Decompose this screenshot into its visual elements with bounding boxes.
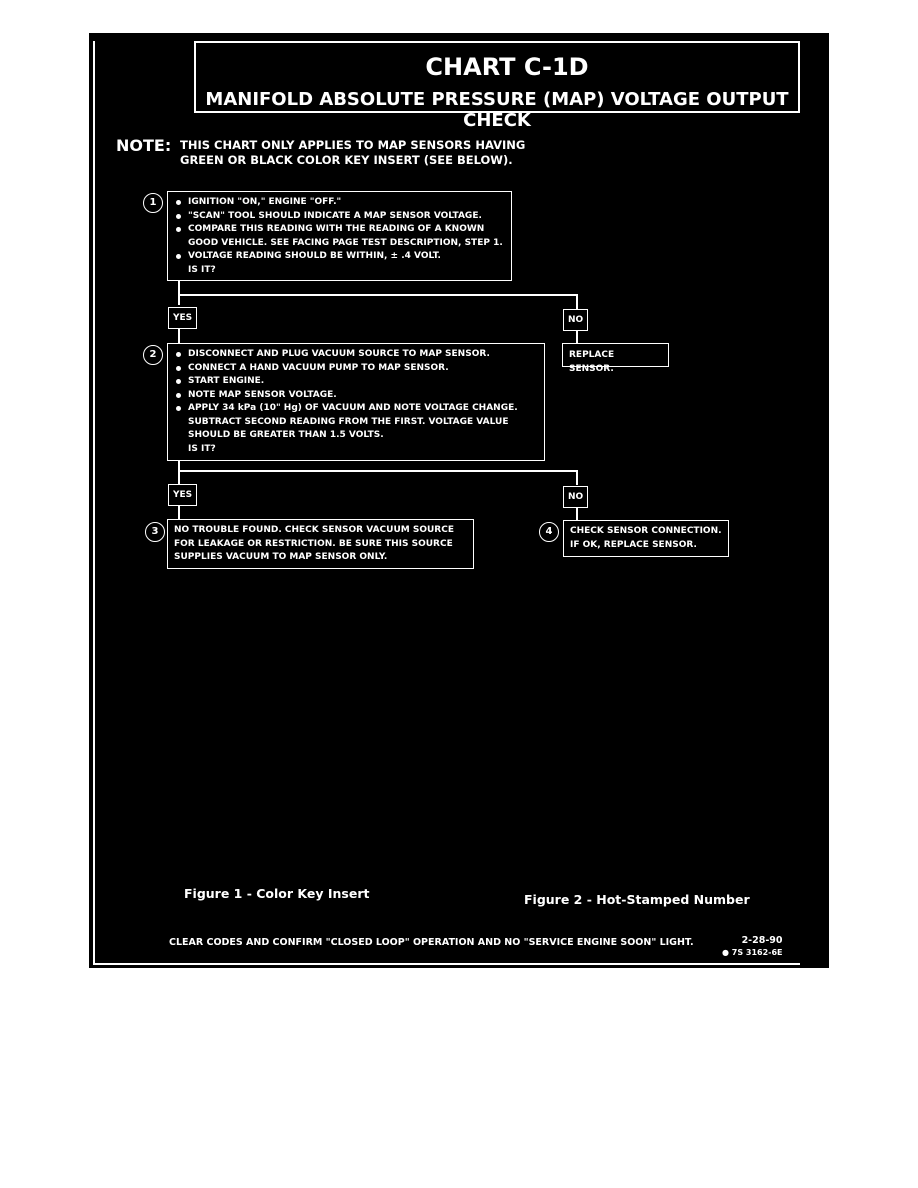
title-box [194,41,800,131]
note-label: NOTE: [116,136,172,155]
connector [178,281,180,305]
connector [178,329,180,343]
step-2-continuation: SHOULD BE GREATER THAN 1.5 VOLTS. [188,430,384,440]
document-code: ● 7S 3162-6E [722,948,783,957]
yes-tag: YES [168,484,197,506]
step-2-bullet: NOTE MAP SENSOR VOLTAGE. [174,389,538,403]
replace-sensor-box: REPLACE SENSOR. [562,343,669,367]
step-1-continuation: GOOD VEHICLE. SEE FACING PAGE TEST DESCRIPTION, STEP 1. [188,237,503,248]
step-2-question: IS IT? [188,443,216,454]
connector [178,461,180,484]
no-tag: NO [563,486,588,508]
step-2-box [167,343,545,461]
step-2-continuation: SUBTRACT SECOND READING FROM THE FIRST. VOLTAGE VALUE [188,416,509,427]
step-1-bullet: IGNITION "ON," ENGINE "OFF." [174,196,505,210]
connector [576,294,578,309]
step-1-bullet: VOLTAGE READING SHOULD BE WITHIN, ± .4 VOLT. [174,250,505,264]
diagnostic-chart [89,33,829,968]
step-2-bullet: CONNECT A HAND VACUUM PUMP TO MAP SENSOR. [174,362,538,376]
footer-instruction: CLEAR CODES AND CONFIRM "CLOSED LOOP" OPERATION AND NO "SERVICE ENGINE SOON" LIGHT. [169,937,694,948]
date-block [722,935,783,959]
connector [576,470,578,485]
step-2-bullet: APPLY 34 kPa (10" Hg) OF VACUUM AND NOTE VOLTAGE CHANGE. [174,402,538,416]
step-1-bullet: COMPARE THIS READING WITH THE READING OF A KNOWN [174,223,505,237]
step-4-box [563,520,729,557]
step-3-line: FOR LEAKAGE OR RESTRICTION. BE SURE THIS SOURCE [174,538,453,549]
connector [576,331,578,343]
connector [178,506,180,519]
step-3-line: SUPPLIES VACUUM TO MAP SENSOR ONLY. [174,552,388,562]
connector [178,470,578,472]
step-number-4: 4 [539,522,559,542]
figure-1-label: Figure 1 - Color Key Insert [184,886,370,901]
figure-2-label: Figure 2 - Hot-Stamped Number [524,892,750,907]
note-text [180,138,525,168]
step-4-line: CHECK SENSOR CONNECTION. [570,526,722,536]
chart-subtitle: MANIFOLD ABSOLUTE PRESSURE (MAP) VOLTAGE OUTPUT CHECK [205,89,789,131]
step-2-bullet: START ENGINE. [174,375,538,389]
chart-border [93,41,800,965]
step-1-question: IS IT? [188,264,216,275]
step-3-box [167,519,474,569]
step-number-2: 2 [143,345,163,365]
connector [576,508,578,520]
connector [178,294,578,296]
no-tag: NO [563,309,588,331]
step-4-line: IF OK, REPLACE SENSOR. [570,539,697,550]
chart-title: CHART C-1D [425,53,589,81]
step-number-3: 3 [145,522,165,542]
note-line: GREEN OR BLACK COLOR KEY INSERT (SEE BELOW). [180,153,513,167]
step-1-bullet: "SCAN" TOOL SHOULD INDICATE A MAP SENSOR VOLTAGE. [174,210,505,224]
note-line: THIS CHART ONLY APPLIES TO MAP SENSORS HAVING [180,138,526,152]
step-3-line: NO TROUBLE FOUND. CHECK SENSOR VACUUM SOURCE [174,525,454,535]
revision-date: 2-28-90 [741,935,783,946]
yes-tag: YES [168,307,197,329]
step-2-bullet: DISCONNECT AND PLUG VACUUM SOURCE TO MAP SENSOR. [174,348,538,362]
step-number-1: 1 [143,193,163,213]
step-1-box [167,191,512,281]
